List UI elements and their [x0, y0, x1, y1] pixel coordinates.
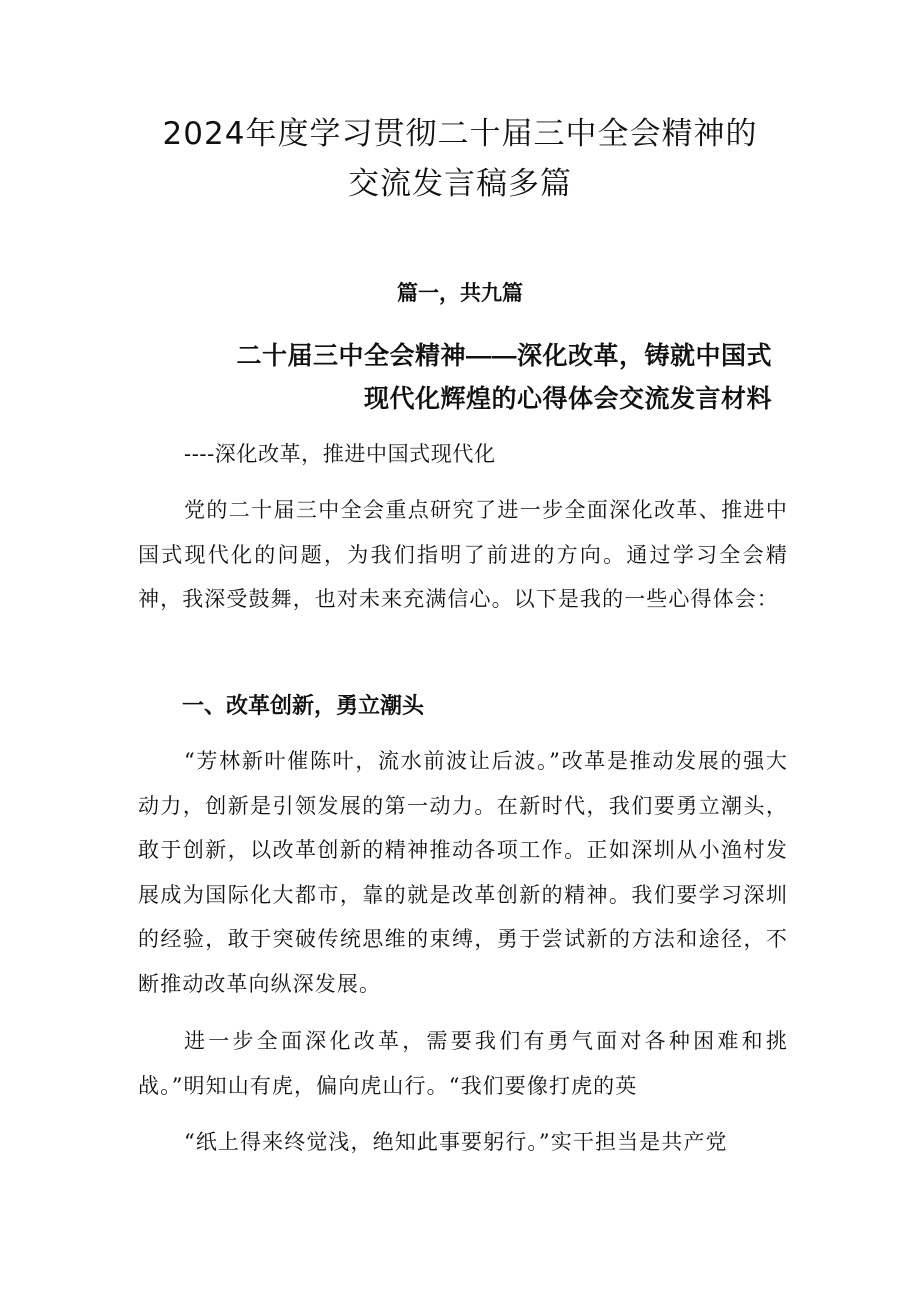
section-heading-1: 一、改革创新，勇立潮头	[182, 693, 425, 718]
paragraph-3: 进一步全面深化改革，需要我们有勇气面对各种困难和挑战。”明知山有虎，偏向虎山行。“我们要像打虎的英	[138, 1029, 788, 1098]
paragraph-2: “芳林新叶催陈叶，流水前波让后波。”改革是推动发展的强大动力，创新是引领发展的第一动力。在新时代，我们要勇立潮头，敢于创新，以改革创新的精神推动各项工作。正如深圳从小渔村发展成为国际化大都市，靠的就是改革创新的精神。我们要学习深圳的经验，敢于突破传统思维的束缚，勇于尝试新的方法和途径，不断推动改革向纵深发展。	[138, 749, 788, 996]
article-title-line-1: 二十届三中全会精神——深化改革，铸就中国式	[236, 342, 772, 370]
paragraph-4: “纸上得来终觉浅，绝知此事要躬行。”实干担当是共产党	[184, 1130, 728, 1154]
document-title-line-1: 2024年度学习贯彻二十届三中全会精神的	[162, 116, 758, 152]
part-heading: 篇一，共九篇	[397, 282, 523, 305]
document-title-line-2: 交流发言稿多篇	[348, 166, 572, 202]
article-title-line-2: 现代化辉煌的心得体会交流发言材料	[363, 385, 772, 413]
paragraph-1: 党的二十届三中全会重点研究了进一步全面深化改革、推进中国式现代化的问题，为我们指明了前进的方向。通过学习全会精神，我深受鼓舞，也对未来充满信心。以下是我的一些心得体会：	[138, 498, 788, 611]
epigraph: ----深化改革，推进中国式现代化	[184, 442, 496, 466]
